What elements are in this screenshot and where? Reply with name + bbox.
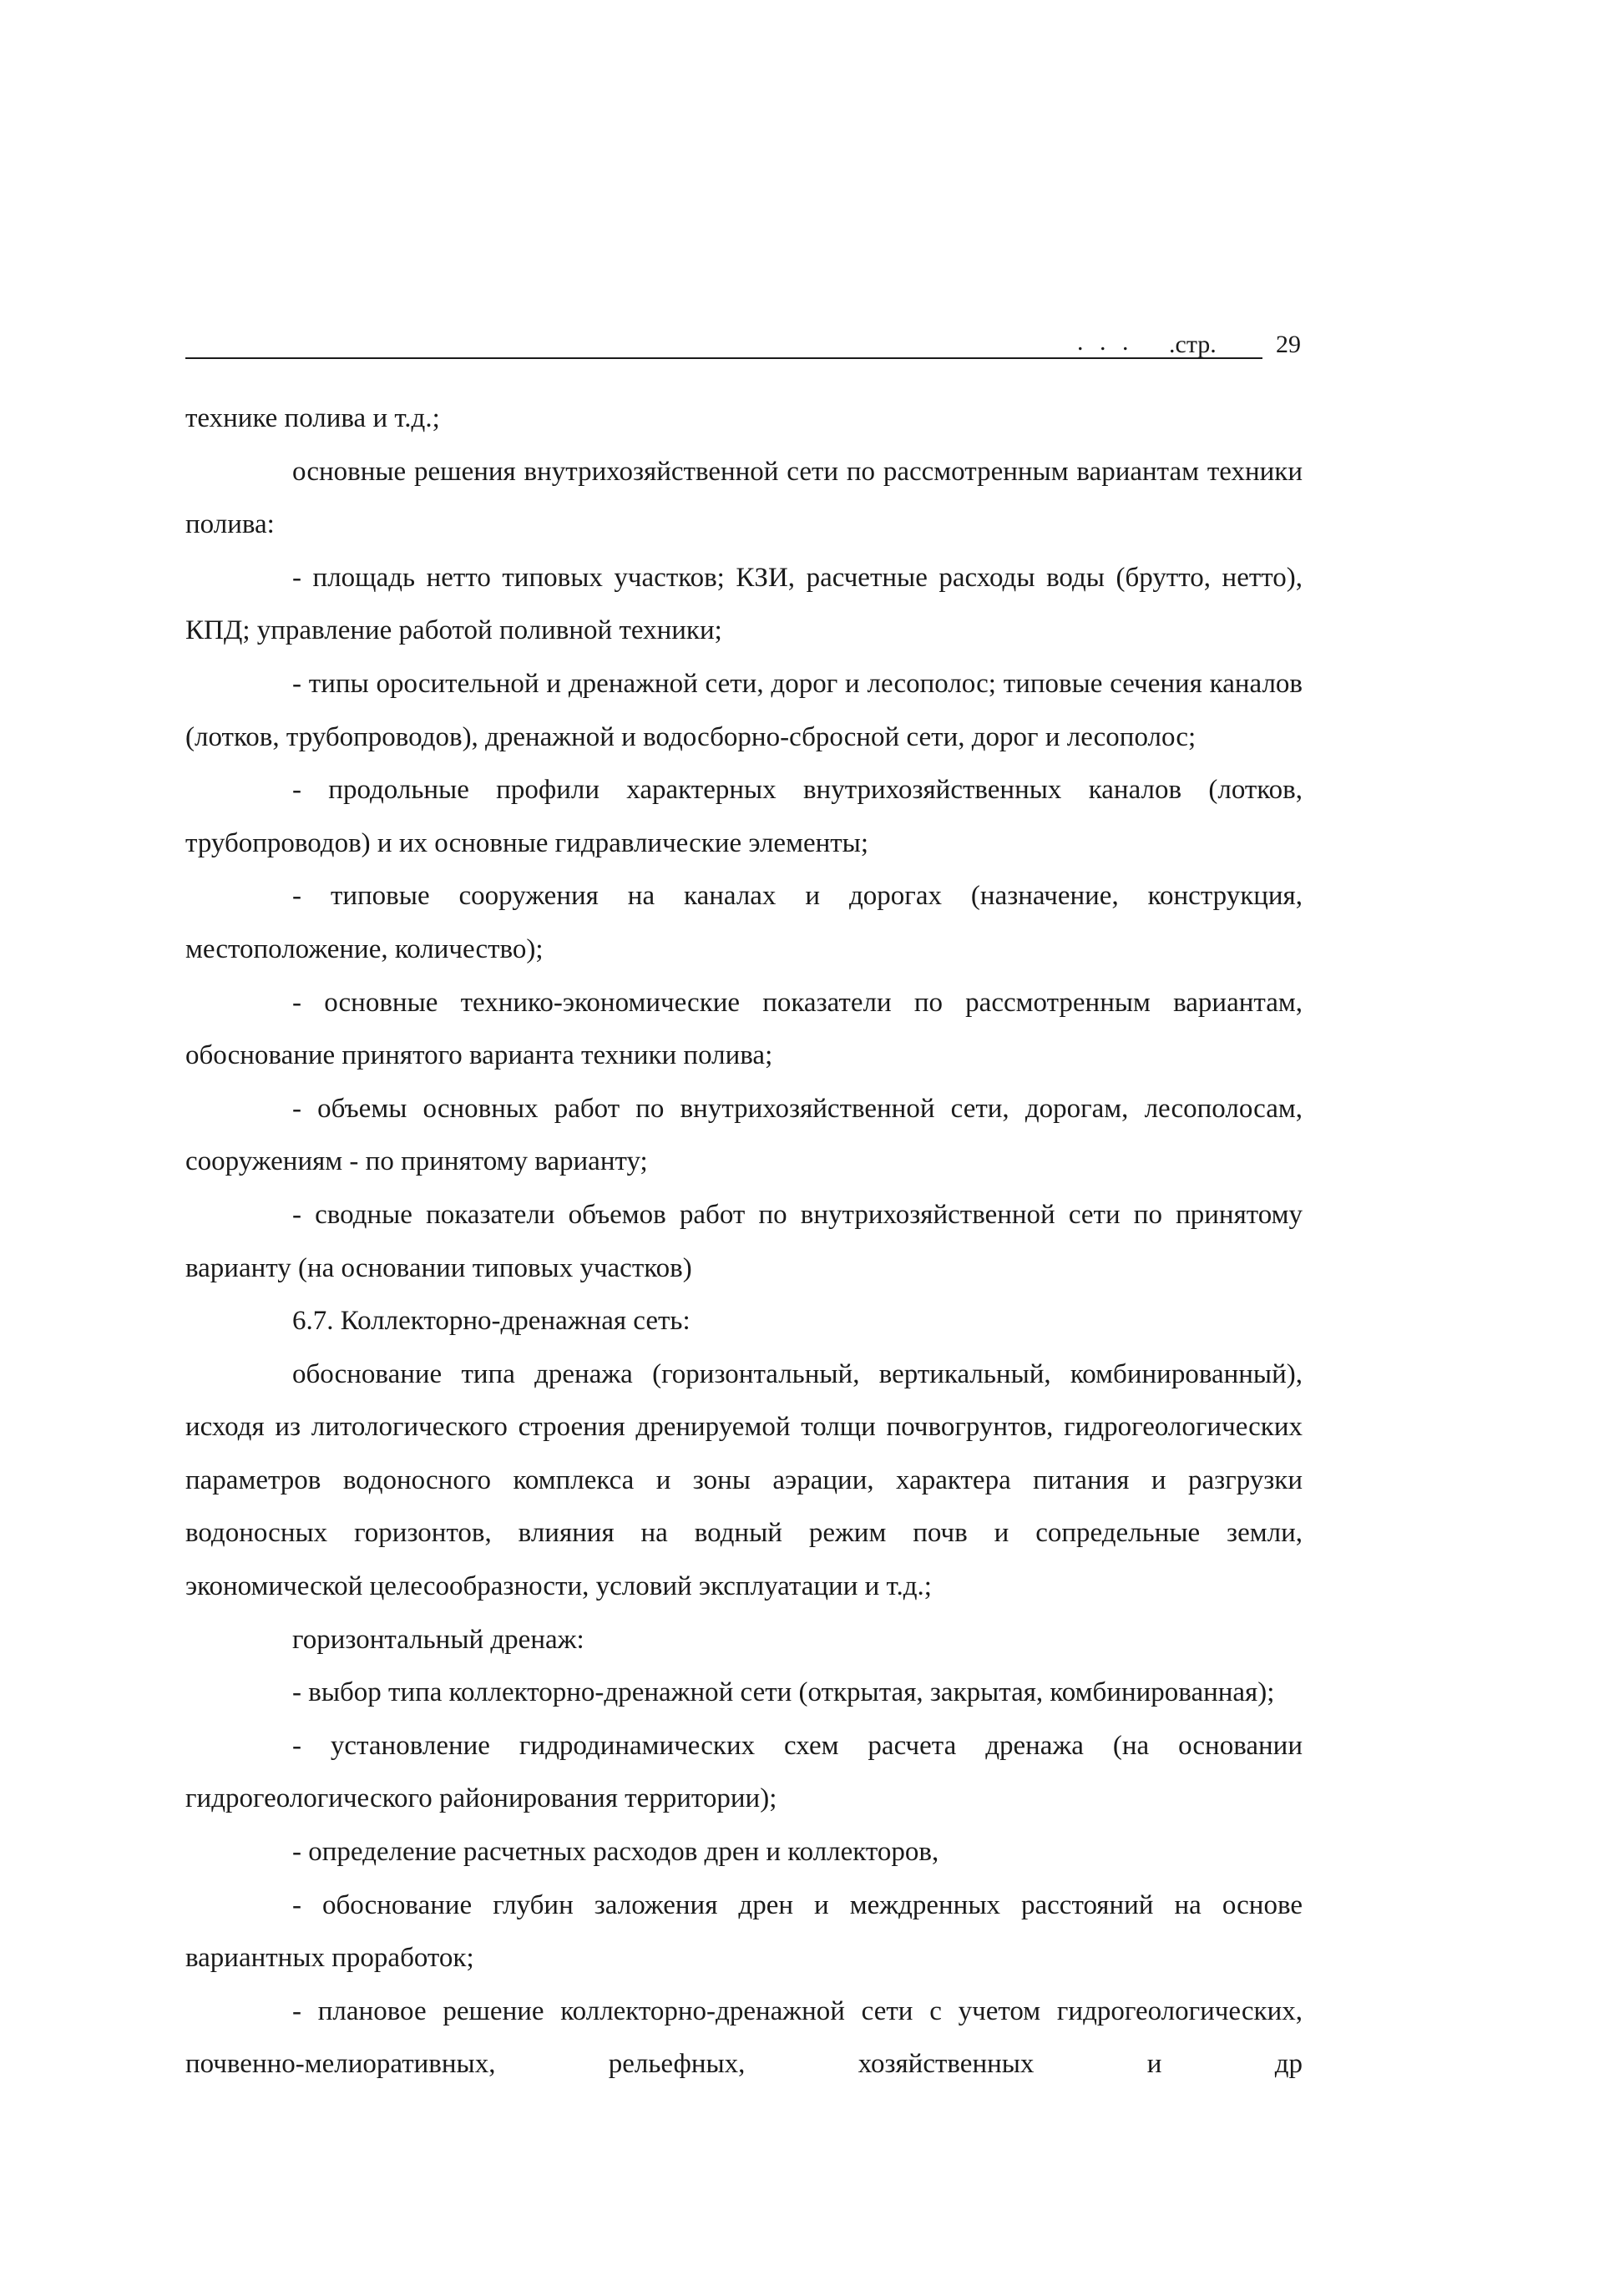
paragraph-14: - определение расчетных расходов дрен и коллекторов, [292,1837,939,1868]
paragraph-5: - продольные профили характерных внутрихозяйственных каналов (лотков, трубопроводов) и их основные гидравлические элементы; [185,775,1303,858]
paragraph-10: обоснование типа дренажа (горизонтальный, вертикальный, комбинированный), исходя из литологического строения дренируемой толщи почвогрунтов, гидрогеологических параметров водоносного комплекса и зоны аэрации, характера питания и разгрузки водоносных горизонтов, влияния на водный режим почв и сопредельные земли, экономической целесообразности, условий эксплуатации и т.д.; [185,1358,1303,1602]
paragraph-8: - объемы основных работ по внутрихозяйственной сети, дорогам, лесополосам, сооружениям - по принятому варианту; [185,1093,1303,1177]
section-heading: 6.7. Коллекторно-дренажная сеть: [292,1306,691,1337]
paragraph-9: - сводные показатели объемов работ по внутрихозяйственной сети по принятому варианту (на основании типовых участков) [185,1199,1303,1283]
body-text [185,392,1303,2091]
paragraph-4: - типы оросительной и дренажной сети, дорог и лесополос; типовые сечения каналов (лотков, трубопроводов), дренажной и водосборно-сбросной сети, дорог и лесополос; [185,668,1303,752]
paragraph-7: - основные технико-экономические показатели по рассмотренным вариантам, обоснование принятого варианта техники полива; [185,987,1303,1071]
paragraph-1: технике полива и т.д.; [185,403,440,433]
header-dots: . . . [1077,328,1134,356]
paragraph-11: горизонтальный дренаж: [292,1624,584,1655]
paragraph-16: - плановое решение коллекторно-дренажной сети с учетом гидрогеологических, почвенно-мелиоративных, рельефных, хозяйственных и др [185,1995,1303,2080]
paragraph-15: - обоснование глубин заложения дрен и междренных расстояний на основе вариантных проработок; [185,1889,1303,1974]
paragraph-2: основные решения внутрихозяйственной сети по рассмотренным вариантам техники полива: [185,456,1303,540]
paragraph-3: - площадь нетто типовых участков; КЗИ, расчетные расходы воды (брутто, нетто), КПД; управление работой поливной техники; [185,562,1303,646]
header-rule [185,357,1262,359]
paragraph-6: - типовые сооружения на каналах и дорогах (назначение, конструкция, местоположение, количество); [185,881,1303,964]
page-number: 29 [1276,331,1301,358]
paragraph-13: - установление гидродинамических схем расчета дренажа (на основании гидрогеологического районирования территории); [185,1730,1303,1814]
paragraph-12: - выбор типа коллекторно-дренажной сети (открытая, закрытая, комбинированная); [292,1677,1275,1708]
header-page-label: .стр. [1169,331,1217,358]
